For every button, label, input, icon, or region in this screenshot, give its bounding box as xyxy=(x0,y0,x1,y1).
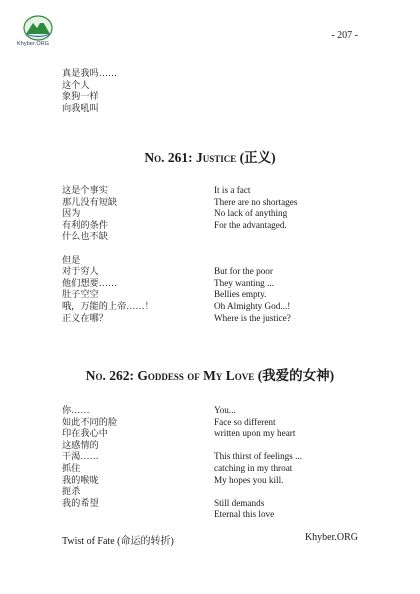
text-line: 印在我心中 xyxy=(62,428,108,439)
text-line: written upon my heart xyxy=(214,428,296,439)
text-line: My hopes you kill. xyxy=(214,474,284,485)
text-line: Still demands xyxy=(214,497,265,508)
poem-261-chinese xyxy=(62,185,154,324)
text-line: 扼杀 xyxy=(62,486,81,497)
text-line: It is a fact xyxy=(214,185,251,195)
text-line: 你…… xyxy=(62,405,90,415)
text-line: 肚子空空 xyxy=(62,289,99,300)
logo-text: Khyber.ORG xyxy=(17,41,50,47)
text-line: 但是 xyxy=(62,254,81,265)
text-line: They wanting ... xyxy=(214,277,274,288)
poem-chinese-name: (正义) xyxy=(239,150,276,165)
text-line: 这感情的 xyxy=(62,439,99,450)
text-line: 这是个事实 xyxy=(62,185,108,195)
text-line: No lack of anything xyxy=(214,208,288,219)
text-line: 有利的条件 xyxy=(62,219,108,230)
text-line: Eternal this love xyxy=(214,509,275,520)
poem-261-english xyxy=(214,185,297,324)
poem-name: Justice xyxy=(195,150,237,165)
intro-chinese-lines xyxy=(62,68,117,114)
text-line: 向我吼叫 xyxy=(62,102,99,113)
poem-262-title xyxy=(0,364,420,384)
text-line: 真是我吗…… xyxy=(62,68,118,78)
text-line: 对于穷人 xyxy=(62,266,99,277)
poem-number: No. 262: xyxy=(85,368,138,383)
text-line: There are no shortages xyxy=(214,196,298,207)
footer-site: Khyber.ORG xyxy=(304,532,358,543)
text-line: 这个人 xyxy=(62,79,90,90)
text-line: 那儿没有短缺 xyxy=(62,196,118,207)
text-line: 他们想要…… xyxy=(62,277,118,288)
text-line: 什么也不缺 xyxy=(62,231,108,242)
text-line: 干渴…… xyxy=(62,451,99,462)
text-line: Oh Almighty God...! xyxy=(214,300,291,311)
text-line: 抓住 xyxy=(62,462,81,473)
text-line: But for the poor xyxy=(214,266,273,277)
text-line: 我的希望 xyxy=(62,497,99,508)
text-line: 因为 xyxy=(62,208,81,219)
text-line: 正义在哪？ xyxy=(62,312,108,323)
text-line: Bellies empty. xyxy=(214,289,267,300)
poem-261-title xyxy=(0,146,420,166)
text-line: 如此不同的脸 xyxy=(62,416,118,427)
text-line: For the advantaged. xyxy=(214,219,287,230)
poem-262-english xyxy=(214,405,302,521)
page-number: - 207 - xyxy=(331,30,358,41)
text-line: Where is the justice? xyxy=(214,312,291,323)
footer-book-title: Twist of Fate (命运的转折) xyxy=(62,536,174,547)
text-line: This thirst of feelings ... xyxy=(214,451,303,462)
poem-262-chinese xyxy=(62,405,117,509)
text-line: Face so different xyxy=(214,416,276,427)
poem-number: No. 261: xyxy=(144,150,196,165)
poem-name: Goddess of My Love xyxy=(137,368,255,383)
poem-chinese-name: (我爱的女神) xyxy=(257,368,335,383)
mountain-emblem-icon xyxy=(21,14,55,42)
khyber-logo xyxy=(21,14,55,56)
text-line: 我的喉咙 xyxy=(62,474,99,485)
text-line: catching in my throat xyxy=(214,462,293,473)
text-line: 象狗一样 xyxy=(62,91,99,102)
text-line: You... xyxy=(214,405,236,415)
text-line: 哦，万能的上帝……！ xyxy=(62,300,154,311)
